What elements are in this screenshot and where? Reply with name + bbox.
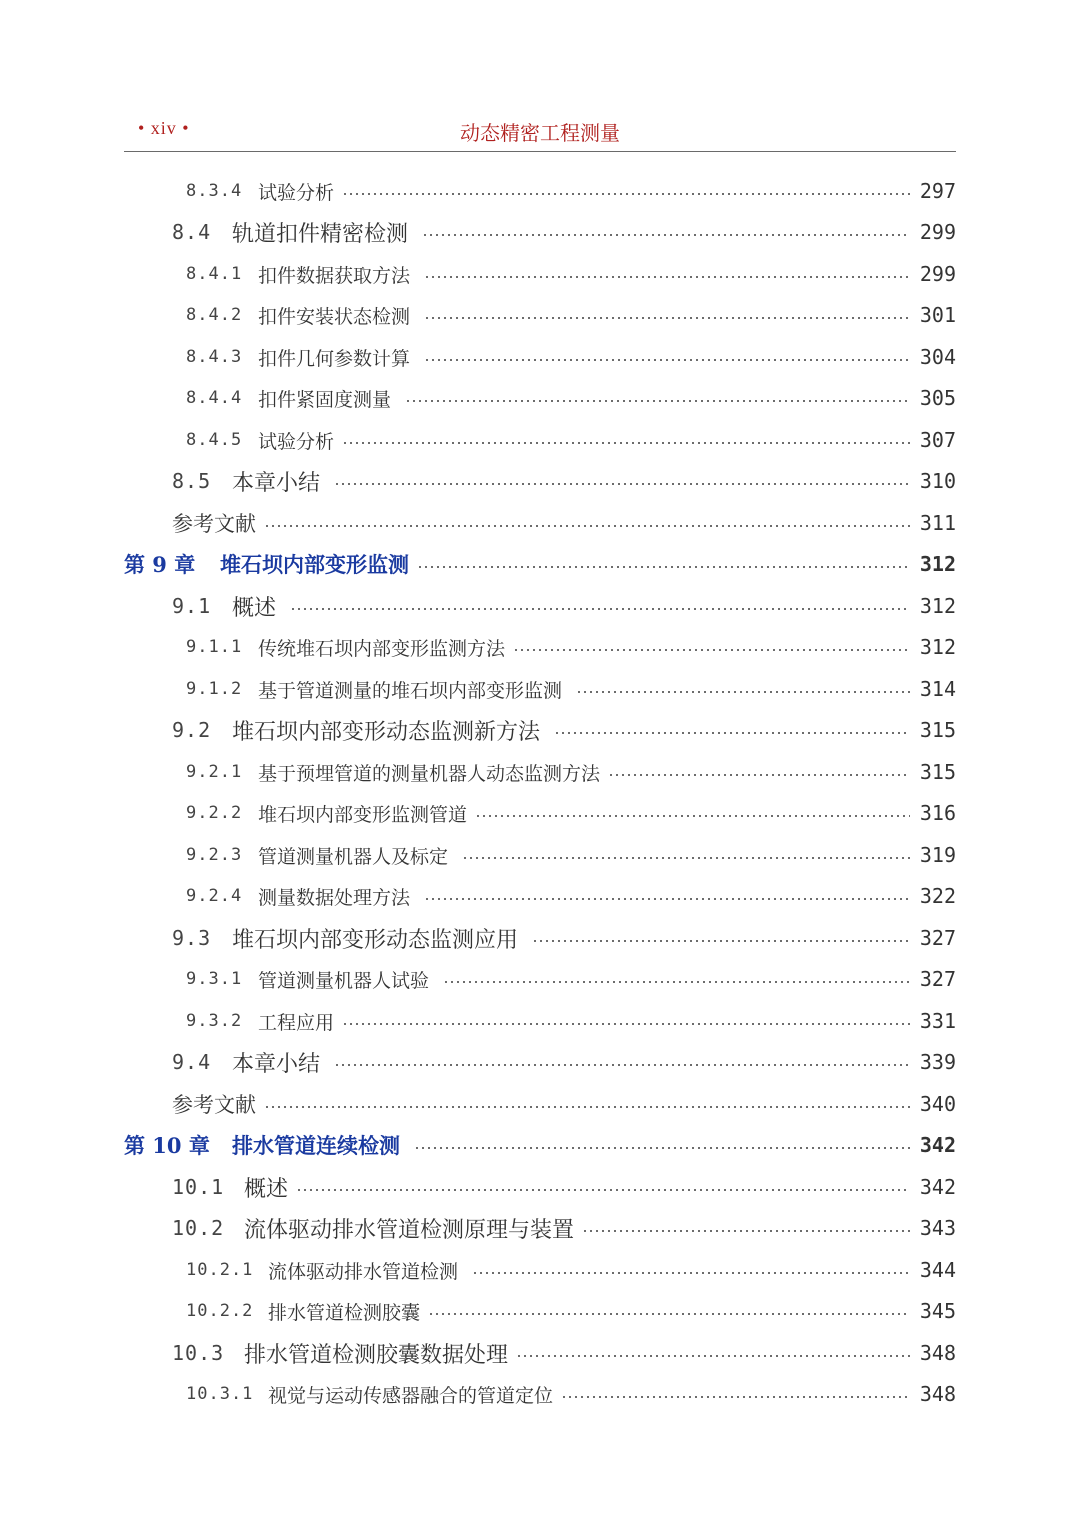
toc-entry-title: 本章小结 (232, 470, 321, 496)
toc-entry[interactable] (172, 1208, 956, 1248)
toc-entry[interactable] (186, 171, 956, 211)
toc-entry[interactable] (186, 793, 956, 833)
toc-entry-page: 327 (919, 926, 956, 950)
toc-entry-number: 9.3.2 (186, 1011, 243, 1031)
toc-entry[interactable] (186, 1374, 956, 1414)
toc-entry-number: 8.4 (172, 220, 212, 244)
toc-entry[interactable] (186, 254, 956, 294)
toc-entry-page: 331 (919, 1009, 956, 1033)
toc-entry-number: 8.4.1 (186, 264, 243, 284)
toc-entry-title: 基于管道测量的堆石坝内部变形监测 (258, 679, 563, 702)
toc-entry-title: 流体驱动排水管道检测 (268, 1260, 459, 1283)
toc-entry[interactable] (172, 918, 956, 958)
toc-entry-page: 344 (919, 1258, 956, 1282)
dot-leader (428, 1313, 910, 1315)
toc-entry[interactable] (186, 627, 956, 667)
toc-entry-number: 9.4 (172, 1050, 212, 1074)
toc-entry-title: 管道测量机器人及标定 (258, 845, 449, 868)
dot-leader (422, 234, 910, 236)
toc-entry[interactable] (186, 835, 956, 875)
toc-entry-number: 10.2.1 (186, 1260, 254, 1280)
chapter-number: 第 10 章 (124, 1133, 210, 1158)
toc-entry-number: 9.2 (172, 718, 212, 742)
toc-entry[interactable] (172, 1167, 956, 1207)
toc-entry-number: 9.3.1 (186, 969, 243, 989)
toc-entry[interactable] (172, 586, 956, 626)
toc-entry[interactable] (186, 378, 956, 418)
toc-entry-title: 工程应用 (258, 1011, 335, 1034)
toc-entry-title: 流体驱动排水管道检测原理与装置 (244, 1217, 575, 1243)
toc-entry-title: 扣件紧固度测量 (258, 388, 392, 411)
toc-entry[interactable] (186, 337, 956, 377)
dot-leader (290, 608, 910, 610)
toc-entry-number: 10.2 (172, 1216, 225, 1240)
toc-entry[interactable] (172, 710, 956, 750)
dot-leader (424, 276, 910, 278)
toc-entry-number: 8.4.5 (186, 430, 243, 450)
toc-entry[interactable] (172, 1042, 956, 1082)
toc-entry-number: 9.2.4 (186, 886, 243, 906)
toc-entry-number: 9.3 (172, 926, 212, 950)
toc-entry-page: 315 (919, 760, 956, 784)
toc-entry-page: 342 (919, 1175, 956, 1199)
dot-leader (405, 400, 910, 402)
toc-entry-number: 8.5 (172, 469, 212, 493)
toc-entry-number: 10.3.1 (186, 1384, 254, 1404)
toc-entry-title: 概述 (232, 595, 277, 621)
dot-leader (414, 1147, 910, 1149)
dot-leader (582, 1230, 910, 1232)
toc-entry[interactable] (186, 1001, 956, 1041)
toc-entry-number: 9.1 (172, 594, 212, 618)
toc-entry-number: 8.3.4 (186, 181, 243, 201)
toc-entry-page: 348 (919, 1382, 956, 1406)
toc-entry-page: 305 (919, 386, 956, 410)
toc-entry-title: 排水管道检测胶囊 (268, 1301, 421, 1324)
toc-entry-number: 10.3 (172, 1341, 225, 1365)
dot-leader (342, 193, 910, 195)
toc-entry-page: 322 (919, 884, 956, 908)
dot-leader (532, 940, 910, 942)
dot-leader (516, 1355, 910, 1357)
toc-entry[interactable] (186, 669, 956, 709)
toc-entry-title: 本章小结 (232, 1051, 321, 1077)
toc-chapter-entry[interactable] (124, 544, 956, 584)
toc-entry[interactable] (186, 420, 956, 460)
toc-entry-page: 314 (919, 677, 956, 701)
dot-leader (342, 442, 910, 444)
toc-entry[interactable] (172, 212, 956, 252)
toc-entry-title: 试验分析 (258, 181, 335, 204)
dot-leader (342, 1023, 910, 1025)
toc-entry-number: 9.2.2 (186, 803, 243, 823)
toc-entry-number: 8.4.4 (186, 388, 243, 408)
toc-entry-title: 概述 (244, 1176, 289, 1202)
toc-entry[interactable] (186, 959, 956, 999)
toc-entry-title: 堆石坝内部变形监测管道 (258, 803, 468, 826)
toc-entry-page: 339 (919, 1050, 956, 1074)
chapter-title: 排水管道连续检测 (232, 1133, 400, 1158)
dot-leader (334, 1064, 910, 1066)
toc-entry-title: 视觉与运动传感器融合的管道定位 (268, 1384, 554, 1407)
toc-entry-title: 轨道扣件精密检测 (232, 221, 409, 247)
dot-leader (554, 732, 910, 734)
toc-entry-page: 345 (919, 1299, 956, 1323)
chapter-title: 堆石坝内部变形监测 (220, 552, 409, 577)
toc-entry[interactable] (172, 1333, 956, 1373)
dot-leader (424, 359, 910, 361)
dot-leader (296, 1189, 910, 1191)
toc-entry[interactable] (186, 752, 956, 792)
toc-entry-page: 297 (919, 179, 956, 203)
toc-entry-page: 342 (919, 1133, 956, 1157)
toc-entry-number: 9.2.1 (186, 762, 243, 782)
toc-entry-page: 312 (919, 552, 956, 576)
dot-leader (417, 566, 910, 568)
toc-entry-references[interactable] (172, 1084, 956, 1124)
toc-entry-page: 327 (919, 967, 956, 991)
toc-entry-title: 堆石坝内部变形动态监测应用 (232, 927, 519, 953)
toc-entry[interactable] (186, 1250, 956, 1290)
toc-entry-number: 9.2.3 (186, 845, 243, 865)
toc-entry-title: 参考文献 (172, 1093, 256, 1117)
toc-entry-page: 311 (919, 511, 956, 535)
dot-leader (264, 525, 910, 527)
toc-entry-page: 299 (919, 220, 956, 244)
dot-leader (443, 981, 910, 983)
dot-leader (264, 1106, 910, 1108)
chapter-number: 第 9 章 (124, 552, 196, 577)
toc-entry[interactable] (186, 295, 956, 335)
toc-entry-page: 312 (919, 594, 956, 618)
toc-entry-page: 316 (919, 801, 956, 825)
toc-entry-number: 9.1.1 (186, 637, 243, 657)
toc-entry-page: 307 (919, 428, 956, 452)
toc-entry[interactable] (186, 876, 956, 916)
dot-leader (576, 691, 910, 693)
toc-entry-page: 310 (919, 469, 956, 493)
toc-entry-title: 扣件几何参数计算 (258, 347, 411, 370)
toc-entry-page: 348 (919, 1341, 956, 1365)
toc-entry-number: 10.1 (172, 1175, 225, 1199)
toc-entry-title: 扣件安装状态检测 (258, 305, 411, 328)
toc-entry-page: 340 (919, 1092, 956, 1116)
dot-leader (475, 815, 910, 817)
toc-entry-page: 304 (919, 345, 956, 369)
toc-entry-title: 传统堆石坝内部变形监测方法 (258, 637, 506, 660)
toc-entry-number: 8.4.2 (186, 305, 243, 325)
toc-entry-page: 301 (919, 303, 956, 327)
toc-entry-references[interactable] (172, 503, 956, 543)
toc-entry-page: 315 (919, 718, 956, 742)
running-title: 动态精密工程测量 (460, 121, 620, 145)
dot-leader (462, 857, 910, 859)
toc-entry-title: 测量数据处理方法 (258, 886, 411, 909)
toc-entry-title: 管道测量机器人试验 (258, 969, 430, 992)
dot-leader (513, 649, 910, 651)
dot-leader (561, 1396, 910, 1398)
toc-entry-page: 312 (919, 635, 956, 659)
toc-entry-page: 319 (919, 843, 956, 867)
toc-entry-page: 299 (919, 262, 956, 286)
dot-leader (424, 317, 910, 319)
dot-leader (334, 483, 910, 485)
toc-entry-title: 扣件数据获取方法 (258, 264, 411, 287)
toc-entry-title: 排水管道检测胶囊数据处理 (244, 1342, 509, 1368)
toc-chapter-entry[interactable] (124, 1125, 956, 1165)
page-header (124, 114, 956, 148)
dot-leader (472, 1272, 910, 1274)
toc-entry-number: 8.4.3 (186, 347, 243, 367)
dot-leader (424, 898, 910, 900)
header-rule (124, 151, 956, 152)
toc-entry[interactable] (186, 1291, 956, 1331)
toc-entry-page: 343 (919, 1216, 956, 1240)
toc-entry-title: 参考文献 (172, 512, 256, 536)
toc-entry-title: 堆石坝内部变形动态监测新方法 (232, 719, 541, 745)
toc-entry-title: 基于预埋管道的测量机器人动态监测方法 (258, 762, 601, 785)
toc-entry[interactable] (172, 461, 956, 501)
toc-entry-number: 9.1.2 (186, 679, 243, 699)
page-number: • xiv • (138, 118, 190, 138)
toc-entry-number: 10.2.2 (186, 1301, 254, 1321)
dot-leader (608, 774, 910, 776)
toc-entry-title: 试验分析 (258, 430, 335, 453)
